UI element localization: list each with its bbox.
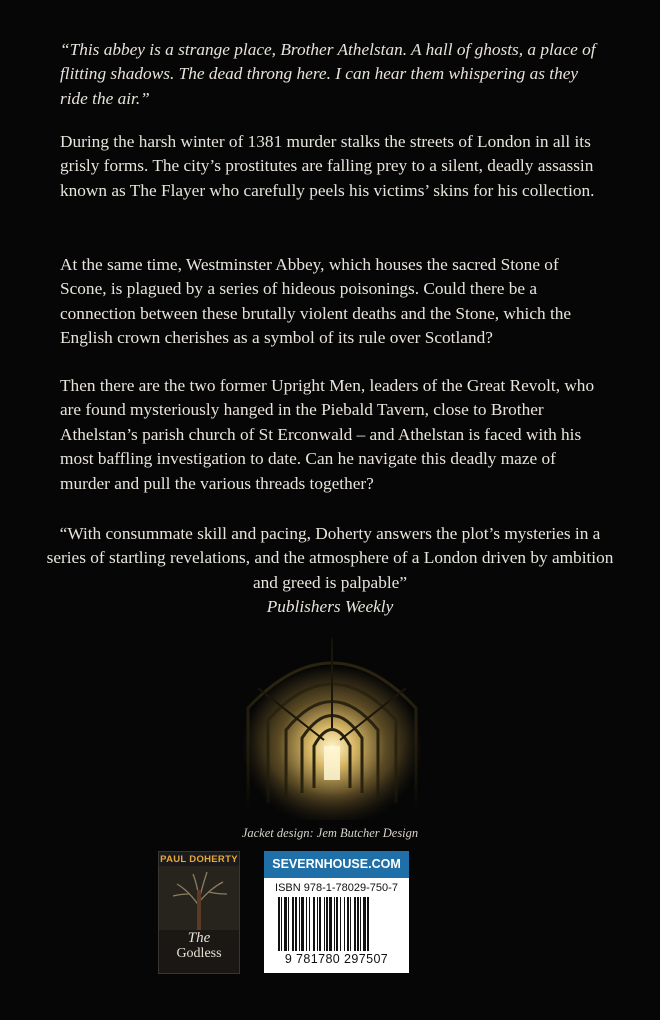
publisher-website: SEVERNHOUSE.COM [264, 851, 409, 878]
book-cover-thumbnail [158, 851, 240, 974]
tree-illustration [159, 866, 239, 930]
barcode-bar [354, 897, 356, 951]
review-source: Publishers Weekly [266, 597, 394, 617]
jacket-design-credit [0, 826, 660, 841]
synopsis-paragraph-1: During the harsh winter of 1381 murder stalks the streets of London in all its grisly forms. The city’s prostitutes are falling prey to a silent, deadly assassin known as The Flayer who carefully peels his victims’ skins for his collection. [60, 132, 595, 200]
barcode-bar [357, 897, 359, 951]
barcode-bar [340, 897, 341, 951]
barcode-bar [284, 897, 287, 951]
opening-quote: “This abbey is a strange place, Brother Athelstan. A hall of ghosts, a place of flitting shadows. The dead throng here. I can hear them whispering as they ride the air.” [60, 40, 596, 108]
barcode-bar [295, 897, 297, 951]
barcode-bar [347, 897, 349, 951]
barcode-bar [336, 897, 338, 951]
barcode-bar [326, 897, 328, 951]
barcode-bar [363, 897, 366, 951]
barcode-bar [319, 897, 321, 951]
barcode-bar [301, 897, 304, 951]
barcode-bar [367, 897, 369, 951]
isbn-text: ISBN 978-1-78029-750-7 [275, 882, 398, 894]
credit-label: Jacket design: [241, 826, 314, 840]
credit-designer: Jem Butcher Design [316, 826, 419, 840]
barcode-bar [350, 897, 351, 951]
synopsis-paragraph-2: At the same time, Westminster Abbey, which houses the sacred Stone of Scone, is plagued by a series of hideous poisonings. Could there be a connection between these brutally violent deaths and the Stone, which the English crown cherishes as a symbol of its rule over Scotland? [60, 255, 572, 348]
thumbnail-title-line-2: Godless [176, 946, 222, 961]
barcode-bar [313, 897, 315, 951]
barcode-digits: 9 781780 297507 [284, 952, 389, 966]
barcode-bar [278, 897, 280, 951]
barcode-bar [344, 897, 345, 951]
barcode-bar [292, 897, 294, 951]
isbn-barcode-block [264, 851, 409, 973]
barcode-bar [309, 897, 310, 951]
synopsis-paragraph-3: Then there are the two former Upright Men, leaders of the Great Revolt, who are found mysteriously hanged in the Piebald Tavern, close to Brother Athelstan’s parish church of St Erconwald – and Athelstan is faced with his most baffling investigation to date. Can he navigate this deadly maze of murder and pull the various threads together? [60, 376, 595, 493]
thumbnail-title-line-1: The [187, 930, 211, 946]
barcode-bar [299, 897, 300, 951]
barcode-bar [329, 897, 332, 951]
barcode-bar [281, 897, 282, 951]
barcode-bar [334, 897, 335, 951]
barcode-bar [324, 897, 325, 951]
review-blurb [40, 522, 620, 620]
barcode-bar [317, 897, 318, 951]
barcode-bars [278, 897, 402, 951]
barcode-bar [306, 897, 307, 951]
abbey-cloister-photo [228, 628, 436, 820]
barcode-bar [360, 897, 361, 951]
barcode-bar [288, 897, 289, 951]
review-text: “With consummate skill and pacing, Doherty answers the plot’s mysteries in a series of startling revelations, and the atmosphere of a London driven by ambition and greed is palpable” [46, 524, 614, 592]
thumbnail-author: PAUL DOHERTY [160, 854, 238, 865]
